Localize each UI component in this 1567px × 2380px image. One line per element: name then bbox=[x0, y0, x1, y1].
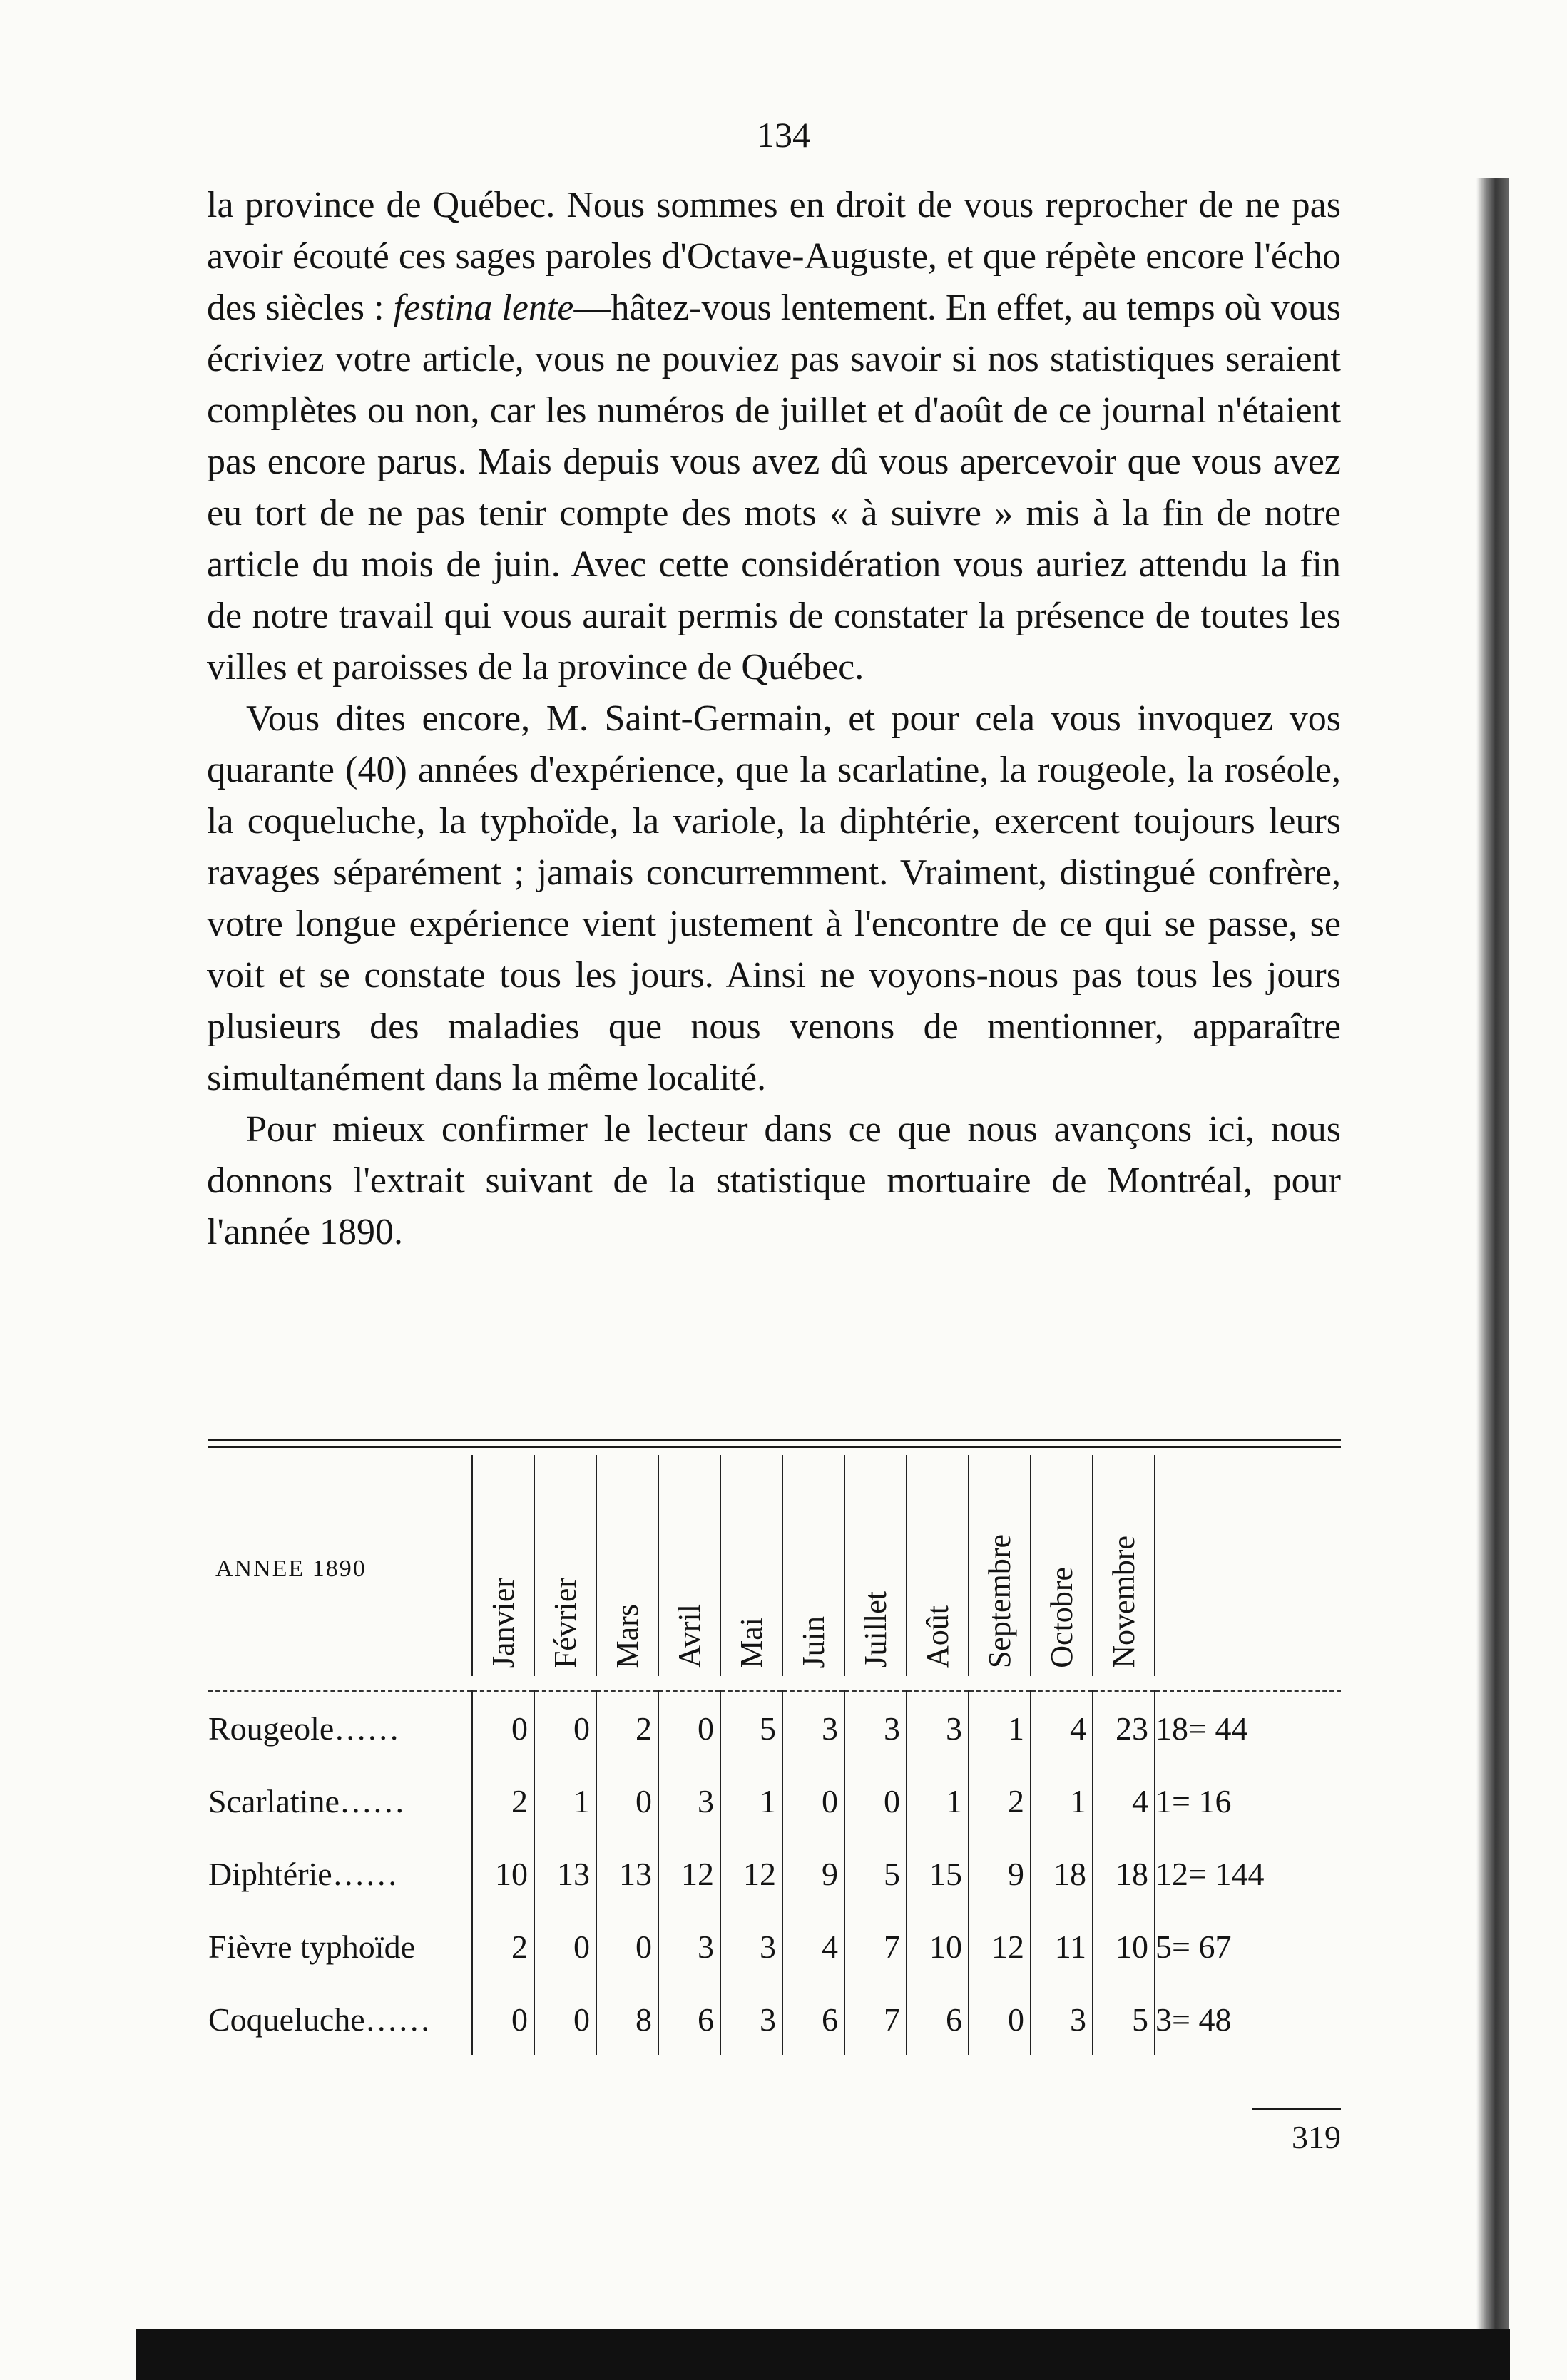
month-header-row bbox=[208, 1455, 1341, 1676]
month-value: 7 bbox=[844, 1983, 907, 2055]
month-value: 2 bbox=[969, 1764, 1031, 1837]
disease-label: Rougeole…… bbox=[208, 1710, 400, 1747]
table-body bbox=[208, 1676, 1341, 2055]
month-value: 1 bbox=[720, 1764, 782, 1837]
month-value: 0 bbox=[534, 1691, 596, 1764]
month-value: 13 bbox=[534, 1837, 596, 1910]
latin-phrase: festina lente bbox=[393, 287, 574, 328]
month-value: 7 bbox=[844, 1910, 907, 1983]
month-value: 0 bbox=[596, 1764, 658, 1837]
disease-label: Coqueluche…… bbox=[208, 2001, 431, 2038]
month-value: 23 bbox=[1093, 1691, 1155, 1764]
month-value: 2 bbox=[472, 1910, 534, 1983]
month-heading: Octobre bbox=[1044, 1567, 1079, 1668]
month-value: 5 bbox=[720, 1691, 782, 1764]
paragraph-3: Pour mieux confirmer le lecteur dans ce que nous avançons ici, nous donnons l'extrait suivant de la statistique mortuaire de Montréal, pour l'année 1890. bbox=[207, 1109, 1341, 1252]
table-row bbox=[208, 1910, 1341, 1983]
month-heading: Novembre bbox=[1106, 1536, 1141, 1668]
month-value: 1 bbox=[969, 1691, 1031, 1764]
mortality-table bbox=[208, 1455, 1341, 2055]
month-value: 10 bbox=[907, 1910, 969, 1983]
scan-binding-shadow bbox=[1476, 178, 1509, 2380]
month-value: 10 bbox=[1093, 1910, 1155, 1983]
month-value: 1 bbox=[534, 1764, 596, 1837]
month-value: 0 bbox=[534, 1910, 596, 1983]
scan-bottom-shadow bbox=[136, 2329, 1510, 2380]
month-heading: Juillet bbox=[858, 1591, 893, 1668]
month-value: 6 bbox=[658, 1983, 720, 2055]
month-value: 4 bbox=[1093, 1764, 1155, 1837]
month-value: 1 bbox=[1031, 1764, 1093, 1837]
month-value: 12 bbox=[720, 1837, 782, 1910]
page-number: 134 bbox=[757, 115, 810, 155]
row-total: 18= 44 bbox=[1155, 1691, 1217, 1764]
month-value: 3 bbox=[1031, 1983, 1093, 2055]
month-value: 4 bbox=[782, 1910, 844, 1983]
paragraph-1 bbox=[207, 180, 1341, 693]
month-value: 0 bbox=[782, 1764, 844, 1837]
row-total: 3= 48 bbox=[1155, 1983, 1217, 2055]
month-heading: Janvier bbox=[486, 1577, 521, 1668]
month-heading: Mars bbox=[610, 1603, 645, 1668]
month-value: 0 bbox=[472, 1691, 534, 1764]
month-value: 3 bbox=[658, 1910, 720, 1983]
month-value: 5 bbox=[1093, 1983, 1155, 2055]
month-value: 2 bbox=[596, 1691, 658, 1764]
month-value: 3 bbox=[907, 1691, 969, 1764]
month-value: 6 bbox=[782, 1983, 844, 2055]
month-heading: Septembre bbox=[982, 1533, 1017, 1668]
row-total: 12= 144 bbox=[1155, 1837, 1217, 1910]
disease-label: Diphtérie…… bbox=[208, 1855, 398, 1892]
row-total: 1= 16 bbox=[1155, 1764, 1217, 1837]
month-value: 3 bbox=[658, 1764, 720, 1837]
month-value: 13 bbox=[596, 1837, 658, 1910]
month-value: 0 bbox=[658, 1691, 720, 1764]
month-heading: Juin bbox=[796, 1615, 831, 1668]
body-text bbox=[207, 180, 1341, 1258]
month-value: 0 bbox=[844, 1764, 907, 1837]
month-value: 18 bbox=[1093, 1837, 1155, 1910]
table-top-rule bbox=[208, 1439, 1341, 1441]
month-value: 3 bbox=[844, 1691, 907, 1764]
table-row bbox=[208, 1983, 1341, 2055]
month-value: 3 bbox=[782, 1691, 844, 1764]
month-value: 12 bbox=[969, 1910, 1031, 1983]
month-value: 9 bbox=[782, 1837, 844, 1910]
month-value: 2 bbox=[472, 1764, 534, 1837]
table-row bbox=[208, 1764, 1341, 1837]
month-value: 0 bbox=[969, 1983, 1031, 2055]
row-total: 5= 67 bbox=[1155, 1910, 1217, 1983]
month-value: 0 bbox=[534, 1983, 596, 2055]
month-heading: Mai bbox=[734, 1618, 769, 1668]
p1-text-after: —hâtez-vous lentement. En effet, au temps où vous écriviez votre article, vous ne pouviez pas savoir si nos statistiques seraient complètes ou non, car les numéros de juillet et d'août de ce journal n'étaient pas encore parus. Mais depuis vous avez dû vous apercevoir que vous avez eu tort de ne pas tenir compte des mots « à suivre » mis à la fin de notre article du mois de juin. Avec cette considération vous auriez attendu la fin de notre travail qui vous aurait permis de constater la présence de toutes les villes et paroisses de la province de Québec. bbox=[207, 287, 1341, 688]
month-value: 18 bbox=[1031, 1837, 1093, 1910]
month-value: 5 bbox=[844, 1837, 907, 1910]
grand-total-value: 319 bbox=[1252, 2108, 1341, 2156]
month-value: 0 bbox=[472, 1983, 534, 2055]
dashed-separator bbox=[208, 1676, 1341, 1691]
month-value: 8 bbox=[596, 1983, 658, 2055]
month-value: 0 bbox=[596, 1910, 658, 1983]
p1-text-before: la province de Québec. Nous sommes en droit de vous reprocher de ne pas avoir écouté ces sages paroles d'Octave-Auguste, et que répète encore l'écho des siècles : bbox=[207, 185, 1341, 328]
year-heading: ANNEE 1890 bbox=[215, 1555, 367, 1582]
month-value: 10 bbox=[472, 1837, 534, 1910]
disease-label: Fièvre typhoïde bbox=[208, 1928, 415, 1965]
disease-label: Scarlatine…… bbox=[208, 1782, 405, 1819]
month-value: 4 bbox=[1031, 1691, 1093, 1764]
month-heading: Avril bbox=[672, 1604, 707, 1668]
month-heading: Février bbox=[548, 1577, 583, 1668]
month-value: 3 bbox=[720, 1910, 782, 1983]
month-value: 12 bbox=[658, 1837, 720, 1910]
table-row bbox=[208, 1837, 1341, 1910]
month-value: 11 bbox=[1031, 1910, 1093, 1983]
month-value: 15 bbox=[907, 1837, 969, 1910]
month-value: 6 bbox=[907, 1983, 969, 2055]
grand-total bbox=[1252, 2108, 1341, 2156]
table-row bbox=[208, 1691, 1341, 1764]
table-top-rule-thin bbox=[208, 1446, 1341, 1448]
paragraph-2: Vous dites encore, M. Saint-Germain, et pour cela vous invoquez vos quarante (40) années d'expérience, que la scarlatine, la rougeole, la roséole, la coqueluche, la typhoïde, la variole, la diphtérie, exercent toujours leurs ravages séparément ; jamais concurremment. Vraiment, distingué confrère, votre longue expérience vient justement à l'encontre de ce qui se passe, se voit et se constate tous les jours. Ainsi ne voyons-nous pas tous les jours plusieurs des maladies que nous venons de mentionner, apparaître simultanément dans la même localité. bbox=[207, 698, 1341, 1098]
month-value: 3 bbox=[720, 1983, 782, 2055]
month-heading: Août bbox=[920, 1605, 955, 1668]
month-value: 1 bbox=[907, 1764, 969, 1837]
month-value: 9 bbox=[969, 1837, 1031, 1910]
